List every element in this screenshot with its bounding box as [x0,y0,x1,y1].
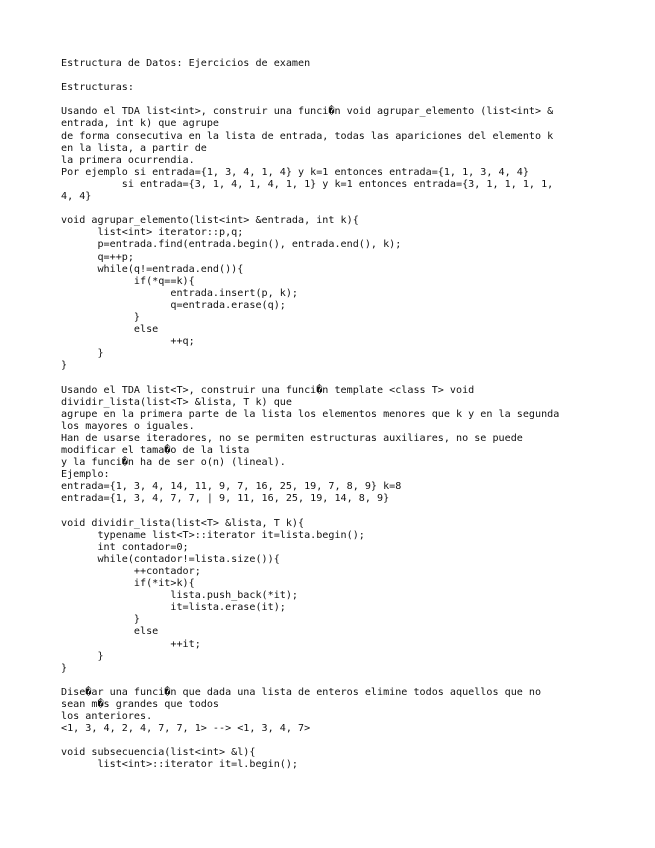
blank-line [61,372,641,384]
exercise-1-statement: la primera ocurrendia. [61,154,195,166]
exercise-1-statement: entrada, int k) que agrupe [61,118,220,130]
code-line: } [61,360,68,372]
code-line: while(q!=entrada.end()){ [61,263,244,275]
exercise-2-example: entrada={1, 3, 4, 14, 11, 9, 7, 16, 25, 19, 7, 8, 9} k=8 [61,481,402,493]
exercise-1-statement: de forma consecutiva en la lista de entrada, todas las apariciones del elemento k [61,130,554,142]
exercise-1-example: Por ejemplo si entrada={1, 3, 4, 1, 4} y k=1 entonces entrada={1, 1, 3, 4, 4} [61,166,529,178]
code-line: q=entrada.erase(q); [61,299,286,311]
blank-line [61,203,641,215]
code-line: } [61,614,141,626]
document-title: Estructura de Datos: Ejercicios de examen [61,58,311,69]
code-line: while(contador!=lista.size()){ [61,553,280,565]
code-line: p=entrada.find(entrada.begin(), entrada.end(), k); [61,239,402,251]
section-heading: Estructuras: [61,82,134,94]
blank-line [61,505,641,517]
code-line: } [61,311,141,323]
blank-line [61,70,641,82]
exercise-2-statement: agrupe en la primera parte de la lista los elementos menores que k y en la segunda [61,408,560,420]
exercise-1-statement: Usando el TDA list<int>, construir una funci�n void agrupar_elemento (list<int> & [61,106,554,118]
code-line: entrada.insert(p, k); [61,287,299,299]
exercise-3-statement: Dise�ar una funci�n que dada una lista de enteros elimine todos aquellos que no [61,686,542,698]
blank-line [61,94,641,106]
code-line: void dividir_lista(list<T> &lista, T k){ [61,517,305,529]
code-line: ++q; [61,336,195,348]
code-line: it=lista.erase(it); [61,602,286,614]
code-line: else [61,626,159,638]
code-line: ++contador; [61,565,201,577]
code-line: ++it; [61,638,201,650]
document-page [61,58,641,772]
code-line: lista.push_back(*it); [61,590,299,602]
exercise-3-example: <1, 3, 4, 2, 4, 7, 7, 1> --> <1, 3, 4, 7> [61,723,311,735]
exercise-3-statement: los anteriores. [61,711,153,723]
exercise-2-statement: modificar el tama�o de la lista [61,445,250,456]
code-line: void subsecuencia(list<int> &l){ [61,747,256,759]
exercise-2-statement: y la funci�n ha de ser o(n) (lineal). [61,457,286,469]
code-line: list<int> iterator::p,q; [61,227,244,239]
code-line: } [61,650,104,662]
code-line: list<int>::iterator it=l.begin(); [61,759,299,771]
exercise-2-example: Ejemplo: [61,469,110,481]
code-line: } [61,662,68,674]
code-line: else [61,324,159,336]
code-line: int contador=0; [61,541,189,553]
code-line: if(*q==k){ [61,275,195,287]
code-line: q=++p; [61,251,134,263]
exercise-1-example: si entrada={3, 1, 4, 1, 4, 1, 1} y k=1 entonces entrada={3, 1, 1, 1, 1, [61,178,554,190]
code-line: typename list<T>::iterator it=lista.begin(); [61,529,365,541]
code-line: void agrupar_elemento(list<int> &entrada, int k){ [61,215,359,227]
exercise-2-example: entrada={1, 3, 4, 7, 7, | 9, 11, 16, 25, 19, 14, 8, 9} [61,493,390,505]
exercise-3-statement: sean m�s grandes que todos [61,698,220,710]
exercise-1-statement: en la lista, a partir de [61,142,207,154]
exercise-2-statement: Usando el TDA list<T>, construir una funci�n template <class T> void [61,384,475,396]
exercise-2-statement: dividir_lista(list<T> &lista, T k) que [61,396,292,408]
blank-line [61,675,641,687]
code-line: } [61,348,104,360]
exercise-2-statement: los mayores o iguales. [61,420,195,432]
exercise-1-example: 4, 4} [61,191,92,203]
code-line: if(*it>k){ [61,578,195,590]
blank-line [61,735,641,747]
exercise-2-statement: Han de usarse iteradores, no se permiten estructuras auxiliares, no se puede [61,432,523,444]
